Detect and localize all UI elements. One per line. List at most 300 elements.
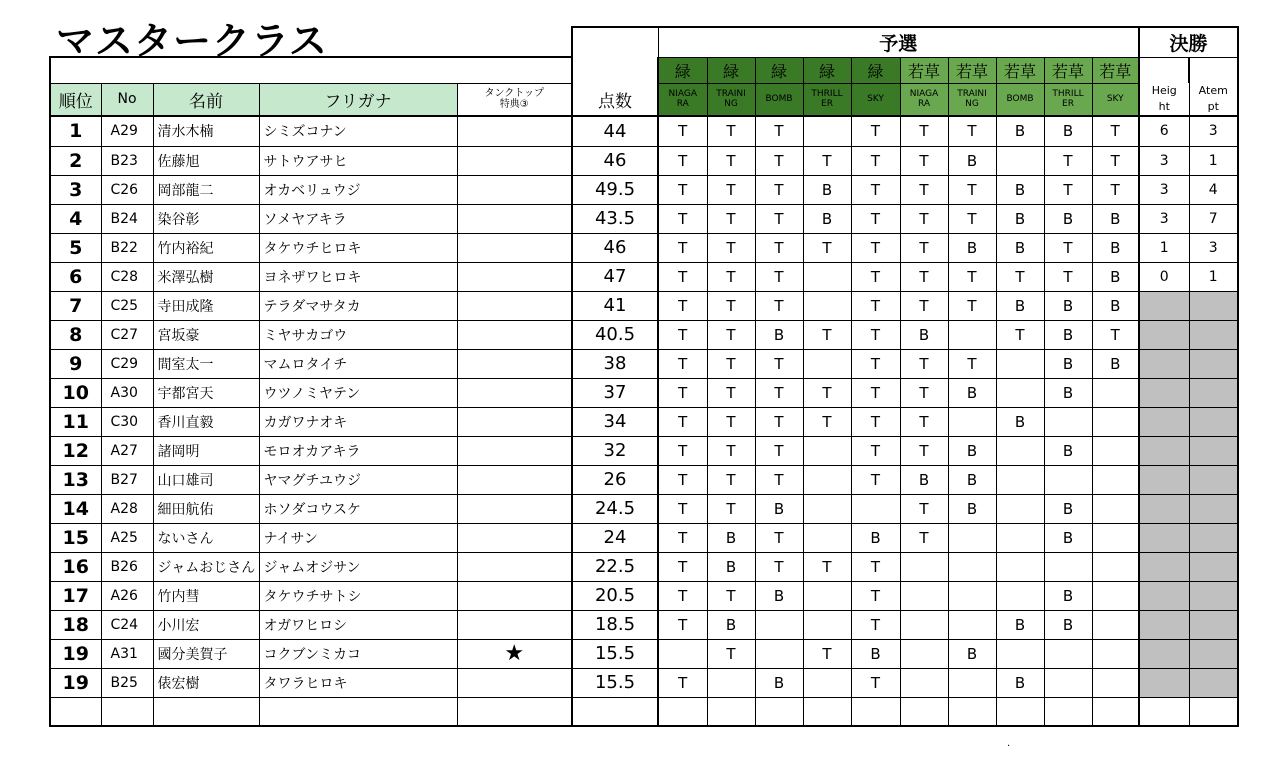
number-cell: B22 [101,233,153,262]
category-header: 緑 [755,57,803,83]
result-cell [948,668,996,697]
result-cell: T [755,407,803,436]
result-cell [900,668,948,697]
result-cell: T [900,146,948,175]
score-cell: 20.5 [572,581,658,610]
kana-cell: モロオカアキラ [259,436,457,465]
result-cell [900,610,948,639]
result-cell [803,494,851,523]
result-cell: T [755,262,803,291]
result-cell [996,378,1044,407]
bonus-cell [457,291,572,320]
score-cell: 38 [572,349,658,378]
table-row [50,436,1238,465]
score-cell: 18.5 [572,610,658,639]
table-row [50,523,1238,552]
result-cell: T [755,204,803,233]
height-cell [1139,291,1189,320]
event-header-line1: BOMB [1006,94,1034,105]
result-cell: B [1044,610,1092,639]
attempt-cell: 3 [1189,233,1238,262]
bonus-cell [457,204,572,233]
table-row [50,639,1238,668]
kana-cell: マムロタイチ [259,349,457,378]
result-cell: T [851,146,900,175]
result-cell: T [803,320,851,349]
height-cell: 3 [1139,146,1189,175]
number-cell: C27 [101,320,153,349]
height-cell [1139,407,1189,436]
result-cell [803,436,851,465]
result-cell [1044,465,1092,494]
result-cell: T [900,204,948,233]
name-cell: 香川直毅 [153,407,259,436]
result-cell: B [1092,291,1139,320]
result-cell: T [900,116,948,146]
result-cell [803,523,851,552]
height-cell: 6 [1139,116,1189,146]
name-cell: 竹内彗 [153,581,259,610]
name-cell: 宮坂豪 [153,320,259,349]
result-cell: B [1044,116,1092,146]
attempt-cell [1189,610,1238,639]
result-cell: T [948,349,996,378]
result-cell: B [948,378,996,407]
rank-cell [50,697,101,726]
result-cell: B [1044,436,1092,465]
height-cell [1139,378,1189,407]
event-header-line1: SKY [1106,94,1124,105]
result-cell: B [851,523,900,552]
result-cell: T [707,291,755,320]
col-header-bonus-line1: タンクトップ [484,88,544,100]
table-row [50,175,1238,204]
height-cell: 1 [1139,233,1189,262]
height-cell [1139,552,1189,581]
result-cell [1092,639,1139,668]
rank-cell: 5 [50,233,101,262]
bonus-cell [457,320,572,349]
col-header-attempt-line1: Atem [1198,84,1228,97]
attempt-cell: 1 [1189,146,1238,175]
result-cell: T [707,233,755,262]
event-header-line1: THRILL [811,89,843,100]
attempt-cell [1189,639,1238,668]
attempt-cell [1189,407,1238,436]
table-row [50,116,1238,146]
event-header-line1: NIAGA [909,89,939,100]
attempt-cell [1189,494,1238,523]
score-cell: 32 [572,436,658,465]
result-cell: T [658,668,707,697]
result-cell [996,581,1044,610]
score-cell: 44 [572,116,658,146]
result-cell: B [948,233,996,262]
result-cell: B [996,116,1044,146]
height-cell [1139,465,1189,494]
result-cell: T [851,378,900,407]
result-cell: T [707,349,755,378]
result-cell: B [803,204,851,233]
result-cell [707,697,755,726]
rank-cell: 6 [50,262,101,291]
result-cell: B [948,494,996,523]
number-cell: A31 [101,639,153,668]
result-cell: T [658,494,707,523]
number-cell: B26 [101,552,153,581]
name-cell [153,697,259,726]
kana-cell: ホソダコウスケ [259,494,457,523]
result-cell: T [1044,233,1092,262]
result-cell: T [948,291,996,320]
score-cell: 41 [572,291,658,320]
attempt-cell [1189,349,1238,378]
result-cell: B [755,581,803,610]
final-spacer [1139,57,1189,83]
result-cell: B [996,407,1044,436]
bonus-cell [457,552,572,581]
result-cell: T [755,146,803,175]
col-header-attempt-line2: pt [1207,100,1219,113]
event-header-line2: NG [724,99,738,110]
event-header [1044,83,1092,116]
result-cell: T [851,262,900,291]
name-cell: 清水木楠 [153,116,259,146]
height-cell [1139,581,1189,610]
result-cell: T [900,378,948,407]
result-cell: T [851,552,900,581]
col-header-no: No [101,83,153,116]
result-cell [1092,697,1139,726]
number-cell: B25 [101,668,153,697]
height-cell: 3 [1139,204,1189,233]
result-cell [900,639,948,668]
result-cell [803,581,851,610]
category-header: 若草 [900,57,948,83]
result-cell: T [707,175,755,204]
col-header-score: 点数 [572,83,658,116]
result-cell: B [1092,349,1139,378]
attempt-cell [1189,291,1238,320]
col-header-kana: フリガナ [259,83,457,116]
event-header-line2: RA [676,99,689,110]
result-cell: T [707,146,755,175]
event-header-line1: THRILL [1052,89,1084,100]
result-cell [1092,668,1139,697]
number-cell: A25 [101,523,153,552]
rank-cell: 10 [50,378,101,407]
result-cell: T [707,494,755,523]
result-cell: T [755,233,803,262]
bonus-cell [457,668,572,697]
result-cell: B [755,668,803,697]
table-row [50,146,1238,175]
height-cell: 3 [1139,175,1189,204]
result-cell: B [948,639,996,668]
result-cell: T [755,291,803,320]
rank-cell: 11 [50,407,101,436]
bonus-cell: ★ [457,639,572,668]
category-header: 若草 [1092,57,1139,83]
result-cell: T [658,204,707,233]
name-cell: 岡部龍二 [153,175,259,204]
result-cell: T [707,320,755,349]
col-header-rank: 順位 [50,83,101,116]
result-cell: T [851,175,900,204]
result-cell: B [996,668,1044,697]
result-cell: B [1044,378,1092,407]
height-cell [1139,523,1189,552]
result-cell [1044,407,1092,436]
result-cell: T [900,262,948,291]
result-cell [948,523,996,552]
table-row [50,291,1238,320]
result-cell [755,639,803,668]
result-cell [900,552,948,581]
kana-cell: ヨネザワヒロキ [259,262,457,291]
result-cell: T [1044,175,1092,204]
kana-cell: ウツノミヤテン [259,378,457,407]
result-cell: T [755,552,803,581]
result-cell [1092,610,1139,639]
result-cell: T [900,291,948,320]
result-cell: T [803,146,851,175]
header-row-columns [50,83,1238,116]
result-cell: T [948,262,996,291]
result-cell [658,639,707,668]
result-cell: B [1044,291,1092,320]
table-row [50,233,1238,262]
rank-cell: 4 [50,204,101,233]
result-cell: B [996,233,1044,262]
height-cell [1139,494,1189,523]
result-cell [996,552,1044,581]
name-cell: 俵宏樹 [153,668,259,697]
result-cell [1044,697,1092,726]
result-cell [803,116,851,146]
kana-cell: ソメヤアキラ [259,204,457,233]
result-cell: T [851,116,900,146]
table-row [50,204,1238,233]
result-cell [948,407,996,436]
kana-cell: ジャムオジサン [259,552,457,581]
result-cell: T [658,552,707,581]
kana-cell: オカベリュウジ [259,175,457,204]
kana-cell: ヤマグチユウジ [259,465,457,494]
result-cell: B [707,523,755,552]
result-cell: B [707,610,755,639]
bonus-cell [457,262,572,291]
kana-cell: オガワヒロシ [259,610,457,639]
number-cell [101,697,153,726]
result-cell: T [658,407,707,436]
attempt-cell: 1 [1189,262,1238,291]
result-cell [1044,552,1092,581]
attempt-cell [1189,697,1238,726]
event-header-line1: TRAINI [957,89,987,100]
result-cell [996,349,1044,378]
result-cell [755,697,803,726]
event-header-line1: SKY [867,94,884,105]
bonus-cell [457,407,572,436]
result-cell: T [851,436,900,465]
table-row [50,320,1238,349]
kana-cell: タケウチヒロキ [259,233,457,262]
rank-cell: 12 [50,436,101,465]
result-cell [948,610,996,639]
result-cell: T [755,436,803,465]
result-cell: T [707,204,755,233]
height-cell [1139,349,1189,378]
result-cell: B [755,320,803,349]
event-header-line2: NG [965,99,979,110]
rank-cell: 3 [50,175,101,204]
result-cell: T [900,175,948,204]
result-cell: T [948,116,996,146]
height-cell [1139,436,1189,465]
event-header-line2: ER [1062,99,1074,110]
result-cell [1092,523,1139,552]
height-cell [1139,668,1189,697]
result-cell [803,610,851,639]
result-cell: T [707,639,755,668]
table-row [50,465,1238,494]
result-cell [900,697,948,726]
event-header-line1: NIAGA [668,89,698,100]
result-cell: B [948,436,996,465]
result-cell: T [658,233,707,262]
bonus-cell [457,146,572,175]
score-cell: 24.5 [572,494,658,523]
result-cell [996,494,1044,523]
height-cell [1139,639,1189,668]
score-cell [572,697,658,726]
result-cell: T [948,175,996,204]
result-cell: B [996,175,1044,204]
bonus-cell [457,697,572,726]
result-cell [900,581,948,610]
table-row [50,552,1238,581]
result-cell: T [658,581,707,610]
result-cell: T [658,436,707,465]
result-cell: T [658,320,707,349]
result-cell: T [948,204,996,233]
result-cell [803,668,851,697]
rank-cell: 14 [50,494,101,523]
result-cell: T [658,175,707,204]
result-cell: T [803,552,851,581]
result-cell: B [1092,233,1139,262]
result-cell [996,146,1044,175]
event-header-line1: BOMB [765,94,793,105]
score-cell: 46 [572,233,658,262]
result-cell: T [996,262,1044,291]
col-header-height [1139,83,1189,116]
event-header [755,83,803,116]
table-row [50,668,1238,697]
name-cell: 小川宏 [153,610,259,639]
result-cell [1092,407,1139,436]
event-header-line2: RA [917,99,931,110]
result-cell: T [851,233,900,262]
attempt-cell: 7 [1189,204,1238,233]
number-cell: A26 [101,581,153,610]
result-cell: T [803,378,851,407]
name-cell: 間室太一 [153,349,259,378]
table-row [50,349,1238,378]
table-row [50,581,1238,610]
name-cell: 米澤弘樹 [153,262,259,291]
number-cell: B27 [101,465,153,494]
result-cell: T [658,262,707,291]
result-cell [803,465,851,494]
page-title: マスタークラス [56,19,328,63]
result-cell [755,610,803,639]
name-cell: 諸岡明 [153,436,259,465]
result-cell: B [900,320,948,349]
number-cell: C26 [101,175,153,204]
result-cell: B [803,175,851,204]
kana-cell: カガワナオキ [259,407,457,436]
result-cell: T [658,465,707,494]
result-cell: T [1044,262,1092,291]
result-cell [1092,465,1139,494]
height-cell: 0 [1139,262,1189,291]
number-cell: A28 [101,494,153,523]
name-cell: 染谷彰 [153,204,259,233]
final-spacer [1189,57,1238,83]
col-header-height-line2: ht [1158,100,1170,113]
result-cell [996,523,1044,552]
result-cell: T [658,610,707,639]
attempt-cell [1189,668,1238,697]
result-cell: B [1044,523,1092,552]
result-cell [803,697,851,726]
score-cell: 22.5 [572,552,658,581]
attempt-cell [1189,465,1238,494]
results-table [49,26,1239,727]
result-cell [803,262,851,291]
kana-cell: ミヤサカゴウ [259,320,457,349]
result-cell [948,581,996,610]
category-header: 緑 [658,57,707,83]
number-cell: C30 [101,407,153,436]
kana-cell: コクブンミカコ [259,639,457,668]
result-cell: T [803,639,851,668]
bonus-cell [457,175,572,204]
kana-cell: タワラヒロキ [259,668,457,697]
result-cell: T [707,465,755,494]
result-cell: T [1092,320,1139,349]
table-row [50,378,1238,407]
table-row [50,610,1238,639]
category-header: 若草 [1044,57,1092,83]
result-cell: T [1092,175,1139,204]
bonus-cell [457,233,572,262]
event-header-line1: TRAINI [716,89,746,100]
number-cell: A27 [101,436,153,465]
result-cell: T [803,407,851,436]
result-cell [1092,581,1139,610]
height-cell [1139,610,1189,639]
table-row [50,407,1238,436]
name-cell: 山口雄司 [153,465,259,494]
result-cell: T [1044,146,1092,175]
result-cell: T [707,262,755,291]
score-cell: 15.5 [572,639,658,668]
kana-cell [259,697,457,726]
bonus-cell [457,610,572,639]
